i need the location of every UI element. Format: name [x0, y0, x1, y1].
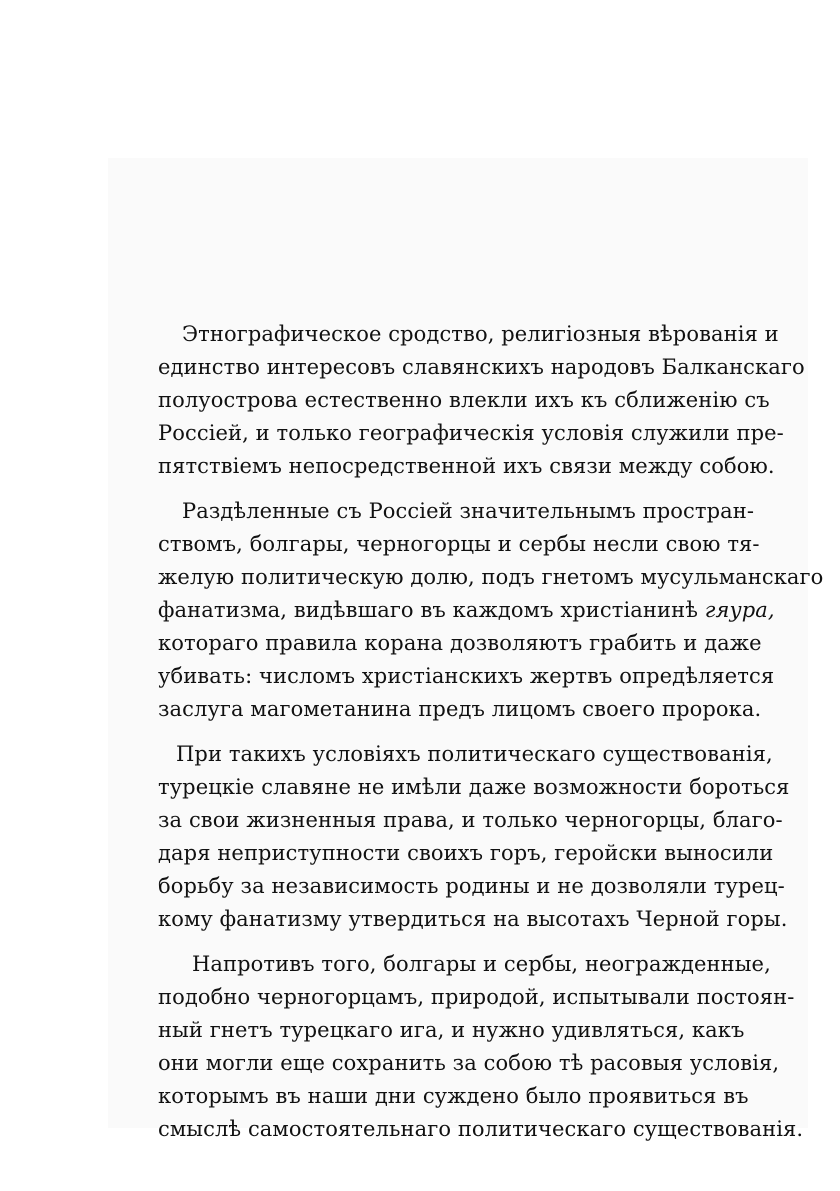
text-line: борьбу за независимость родины и не дозволяли турец- — [158, 874, 785, 898]
text-line: единство интересовъ славянскихъ народовъ Балканскаго — [158, 355, 805, 379]
text-line: пятствіемъ непосредственной ихъ связи между собою. — [158, 454, 775, 478]
paragraph-3 — [158, 738, 790, 936]
text-line: подобно черногорцамъ, природой, испытывали постоян- — [158, 985, 795, 1009]
text-line: Напротивъ того, болгары и сербы, неогражденные, — [192, 952, 771, 976]
text-line: заслуга магометанина предъ лицомъ своего пророка. — [158, 697, 762, 721]
text-segment: фанатизма, видѣвшаго въ каждомъ христіанинѣ — [158, 598, 698, 622]
text-line: смыслѣ самостоятельнаго политическаго существованія. — [158, 1117, 804, 1141]
text-line-with-italic — [158, 594, 775, 627]
paragraph-4 — [158, 948, 804, 1146]
text-line: даря неприступности своихъ горъ, геройски выносили — [158, 841, 774, 865]
text-line: При такихъ условіяхъ политическаго существованія, — [176, 742, 773, 766]
text-line: которымъ въ наши дни суждено было проявиться въ — [158, 1084, 749, 1108]
text-line: Раздѣленные съ Россіей значительнымъ простран- — [182, 499, 755, 523]
text-line: ствомъ, болгары, черногорцы и сербы несли свою тя- — [158, 532, 760, 556]
body-text — [158, 318, 824, 1158]
text-line: Этнографическое сродство, религіозныя вѣрованія и — [182, 322, 779, 346]
text-line: котораго правила корана дозволяютъ грабить и даже — [158, 631, 762, 655]
text-line: они могли еще сохранить за собою тѣ расовыя условія, — [158, 1051, 780, 1075]
text-line: ный гнетъ турецкаго ига, и нужно удивляться, какъ — [158, 1018, 745, 1042]
paragraph-1 — [158, 318, 805, 483]
text-line: за свои жизненныя права, и только черногорцы, благо- — [158, 808, 783, 832]
paragraph-2 — [158, 495, 824, 726]
text-line: убивать: числомъ христіанскихъ жертвъ опредѣляется — [158, 664, 775, 688]
text-line: кому фанатизму утвердиться на высотахъ Черной горы. — [158, 907, 788, 931]
italic-word: гяура, — [704, 598, 775, 622]
text-line: полуострова естественно влекли ихъ къ сближенію съ — [158, 388, 770, 412]
text-line: турецкіе славяне не имѣли даже возможности бороться — [158, 775, 790, 799]
text-line: Россіей, и только географическія условія служили пре- — [158, 421, 784, 445]
text-line: желую политическую долю, подъ гнетомъ мусульманскаго — [158, 565, 824, 589]
